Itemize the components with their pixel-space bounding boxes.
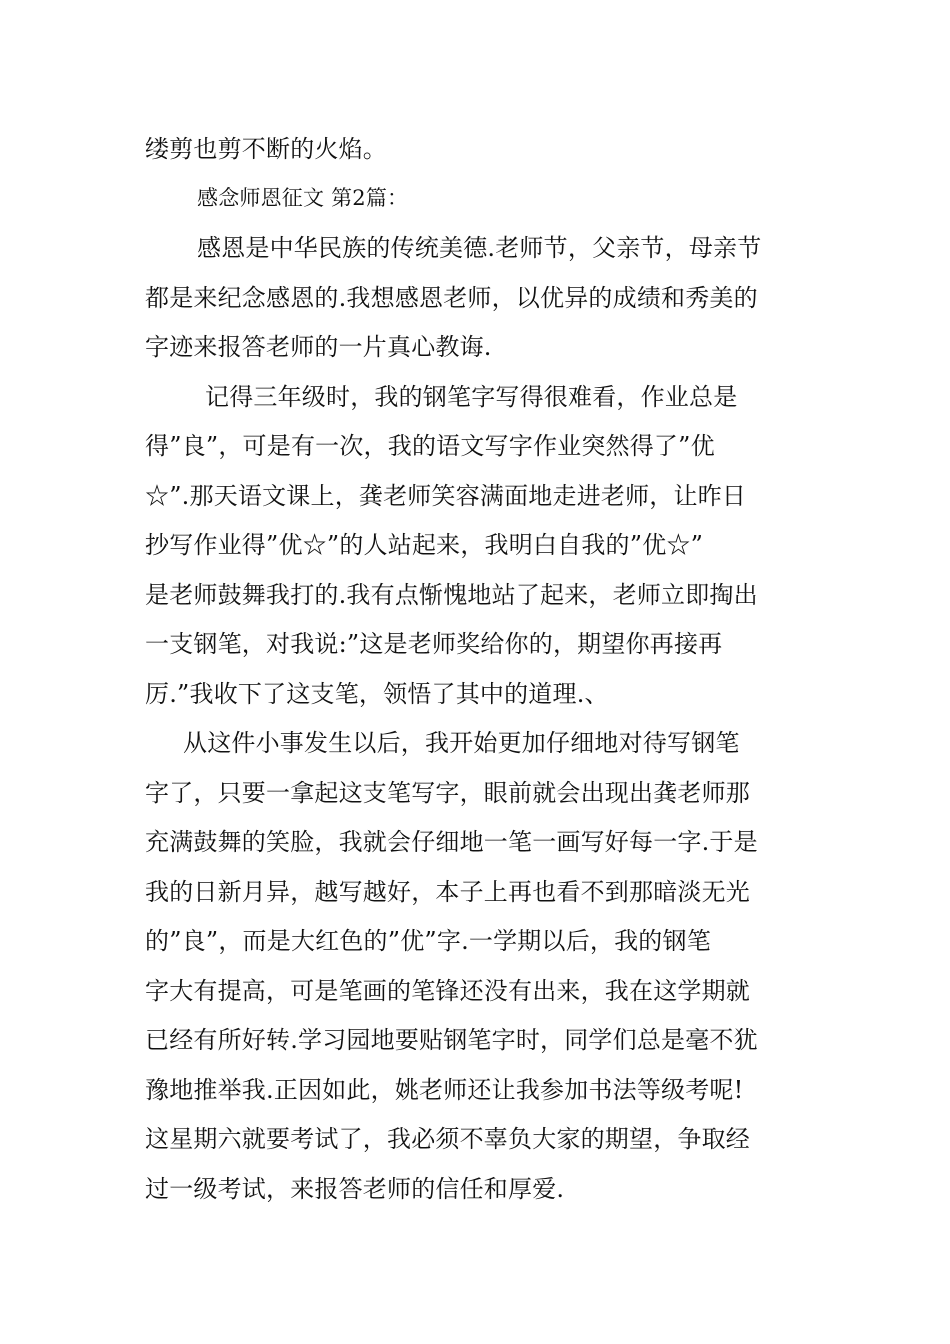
- section-heading-block: [145, 174, 809, 224]
- text-line: 从这件小事发生以后，我开始更加仔细地对待写钢笔: [183, 729, 740, 757]
- text-line: 我的日新月异，越写越好，本子上再也看不到那暗淡无光: [145, 877, 750, 906]
- text-line: 都是来纪念感恩的.我想感恩老师，以优异的成绩和秀美的: [145, 283, 758, 312]
- text-line: 抄写作业得”优☆”的人站起来，我明白自我的”优☆”: [145, 531, 704, 559]
- text-line: 记得三年级时，我的钢笔字写得很难看，作业总是: [205, 382, 738, 411]
- section-heading: 感念师恩征文 第2篇：: [197, 186, 409, 210]
- text-line: 一支钢笔，对我说:”这是老师奖给你的，期望你再接再: [145, 630, 723, 658]
- text-line: 厉.”我收下了这支笔，领悟了其中的道理.、: [145, 679, 609, 708]
- text-line: ☆”.那天语文课上，龚老师笑容满面地走进老师，让昨日: [145, 481, 747, 510]
- text-line: 字了，只要一拿起这支笔写字，眼前就会出现出龚老师那: [145, 778, 750, 807]
- text-line: 是老师鼓舞我打的.我有点惭愧地站了起来，老师立即掏出: [145, 580, 758, 609]
- text-line: 这星期六就要考试了，我必须不辜负大家的期望，争取经: [145, 1125, 750, 1153]
- article-body: [145, 224, 809, 1214]
- text-line: 字大有提高，可是笔画的笔锋还没有出来，我在这学期就: [145, 976, 750, 1005]
- text-line: 缕剪也剪不断的火焰。: [145, 135, 387, 163]
- text-line: 豫地推举我.正因如此，姚老师还让我参加书法等级考呢!: [145, 1075, 744, 1104]
- text-line: 字迹来报答老师的一片真心教诲.: [145, 333, 492, 361]
- text-line: 感恩是中华民族的传统美德.老师节，父亲节，母亲节: [197, 234, 762, 262]
- text-line: 过一级考试，来报答老师的信任和厚爱.: [145, 1174, 565, 1203]
- text-line: 充满鼓舞的笑脸，我就会仔细地一笔一画写好每一字.于是: [145, 828, 758, 856]
- text-paragraph-opening: [145, 125, 809, 175]
- text-line: 得”良”，可是有一次，我的语文写字作业突然得了”优: [145, 432, 715, 460]
- text-line: 已经有所好转.学习园地要贴钢笔字时，同学们总是毫不犹: [145, 1026, 758, 1054]
- text-line: 的”良”，而是大红色的”优”字.一学期以后，我的钢笔: [145, 927, 711, 955]
